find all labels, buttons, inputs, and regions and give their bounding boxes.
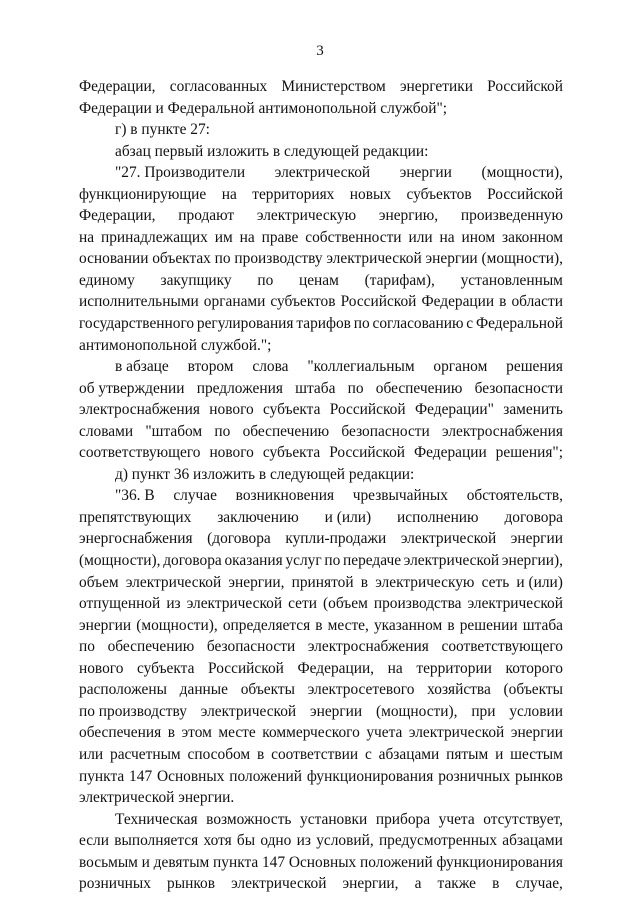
word: праве: [261, 228, 299, 246]
word: отсутствует,: [483, 810, 563, 828]
word: тарифов: [296, 315, 351, 333]
word: с: [364, 745, 372, 763]
word: месте: [218, 724, 256, 742]
word: электрической: [274, 164, 371, 182]
word: учета: [366, 724, 403, 742]
word: условии: [509, 702, 563, 720]
word: определяется: [222, 616, 311, 634]
word: 147: [261, 853, 286, 871]
word: и: [495, 745, 504, 763]
text-line: [79, 722, 563, 744]
word: производства: [373, 595, 462, 613]
word: субъекта: [262, 444, 321, 462]
text-line: [79, 636, 563, 658]
word: электрической: [326, 250, 422, 268]
word: соответствующего: [441, 638, 563, 656]
word: бы: [236, 832, 256, 850]
text-line: [79, 76, 563, 98]
word: случае,: [515, 875, 563, 893]
word: Российской: [340, 293, 417, 311]
word: рынков: [167, 875, 215, 893]
word: по: [214, 422, 231, 440]
word: заменить: [503, 401, 563, 419]
word: энергии),: [501, 552, 563, 570]
word: соответствии: [271, 745, 359, 763]
word: Техническая: [115, 810, 198, 828]
word: условий,: [316, 832, 374, 850]
text-line: [79, 615, 563, 637]
word: субъектов: [270, 293, 336, 311]
word: органом: [433, 358, 488, 376]
word: которого: [505, 659, 563, 677]
text-line: [79, 205, 563, 227]
word: положений: [360, 853, 433, 871]
text-line: [79, 227, 563, 249]
text-line: [79, 270, 563, 292]
word: в: [499, 293, 507, 311]
word: указанном: [373, 616, 443, 634]
word: энергии: [510, 530, 563, 548]
word: решения: [506, 358, 563, 376]
word: втором: [187, 358, 234, 376]
word: словами: [79, 422, 134, 440]
word: по производству: [79, 702, 187, 720]
text-line: [79, 550, 563, 572]
word: Российской: [329, 444, 406, 462]
word: нового: [79, 659, 124, 677]
word: (договора: [207, 530, 271, 548]
word: хотя: [203, 832, 232, 850]
word: Федерации": [414, 401, 494, 419]
word: шестым: [510, 745, 563, 763]
word: коммерческого: [262, 724, 360, 742]
word: пункта: [79, 767, 125, 785]
word: (объем: [323, 595, 368, 613]
word: ценам: [298, 271, 339, 289]
word: передаче: [343, 552, 402, 570]
word: этом: [181, 724, 212, 742]
word: электрической: [400, 530, 497, 548]
word: единому: [79, 271, 135, 289]
word: в: [447, 616, 455, 634]
word: электрической: [408, 724, 505, 742]
word: исполнению: [397, 508, 479, 526]
word: законном: [502, 228, 563, 246]
word: Федеральной: [475, 315, 563, 333]
word: Федерации: [414, 444, 487, 462]
word: основании: [79, 250, 149, 268]
word: области: [511, 293, 563, 311]
word: розничных: [79, 875, 151, 893]
word: обеспечению: [242, 422, 330, 440]
word: электрической: [186, 595, 283, 613]
word: сеть: [481, 573, 510, 591]
text-line: электрической энергии.: [79, 789, 235, 807]
word: согласованию: [372, 315, 464, 333]
word: договора: [504, 508, 563, 526]
word: в: [360, 573, 369, 591]
word: также: [437, 875, 477, 893]
word: установленным: [460, 271, 563, 289]
word: энергии: [425, 250, 478, 268]
word: на: [221, 185, 237, 203]
word: розничных: [438, 767, 511, 785]
word: территориях: [252, 185, 335, 203]
word: по: [214, 250, 231, 268]
word: нового: [209, 444, 254, 462]
word: в: [257, 745, 265, 763]
word: электрической: [200, 702, 297, 720]
word: "коллегиальным: [307, 358, 415, 376]
word: установки: [300, 810, 368, 828]
text-line: [79, 873, 563, 895]
word: энергии: [399, 164, 452, 182]
word: энергетики: [399, 78, 473, 95]
word: (мощности),: [481, 164, 563, 182]
word: им: [214, 228, 233, 246]
word: договора: [163, 552, 222, 570]
word: субъектов: [406, 185, 472, 203]
word: об утверждении: [79, 379, 185, 397]
word: по: [257, 271, 274, 289]
text-line: [79, 852, 563, 874]
word: продают: [178, 207, 235, 225]
word: прибора: [375, 810, 431, 828]
word: обеспечению: [375, 379, 463, 397]
word: на: [79, 228, 95, 246]
word: заключению: [217, 508, 299, 526]
word: электрическую: [375, 573, 475, 591]
word: Федерации,: [79, 78, 156, 95]
word: "36. В: [115, 487, 155, 505]
word: электроснабжения: [79, 401, 200, 419]
word: из: [296, 832, 311, 850]
word: расчетным: [110, 745, 181, 763]
word: обеспечения: [79, 724, 162, 742]
word: препятствующих: [79, 508, 192, 526]
word: Российской: [329, 401, 406, 419]
word: слова: [252, 358, 289, 376]
word: объем: [79, 573, 119, 591]
word: электрической: [231, 875, 327, 893]
word: при: [471, 702, 496, 720]
word: регулирования: [196, 315, 294, 333]
text-line: г) в пункте 27:: [115, 121, 210, 139]
word: исполнительными: [79, 293, 199, 311]
word: безопасности: [474, 379, 563, 397]
word: энергоснабжения: [79, 530, 193, 548]
word: девятым: [153, 853, 210, 871]
word: (мощности),: [79, 552, 161, 570]
word: (мощности),: [136, 616, 218, 634]
word: согласованных: [169, 78, 268, 95]
text-line: антимонопольной службой.";: [79, 336, 272, 354]
text-line: [79, 679, 563, 701]
word: оказания: [224, 552, 283, 570]
word: функционирования: [436, 853, 563, 871]
word: услуг: [285, 552, 322, 570]
word: сети: [288, 595, 317, 613]
word: рынков: [515, 767, 563, 785]
word: купли-продажи: [285, 530, 387, 548]
word: по: [324, 552, 341, 570]
word: (мощности),: [481, 250, 563, 268]
word: производству: [234, 250, 323, 268]
word: принятой: [291, 573, 354, 591]
word: хозяйства: [427, 681, 491, 699]
text-line: [79, 507, 563, 529]
word: в абзаце: [115, 358, 169, 376]
word: территории: [416, 659, 492, 677]
word: Основных: [288, 853, 357, 871]
word: пункта: [213, 853, 259, 871]
word: Федерации: [421, 293, 495, 311]
word: и: [141, 853, 150, 871]
word: объекты: [240, 681, 295, 699]
text-line: [79, 766, 563, 788]
word: и (или): [324, 508, 372, 526]
word: в: [167, 724, 176, 742]
word: случае: [173, 487, 217, 505]
word: энергию,: [378, 207, 439, 225]
word: закупщику: [160, 271, 232, 289]
word: на: [439, 228, 455, 246]
word: по: [347, 379, 364, 397]
word: (мощности),: [375, 702, 458, 720]
word: энергии: [79, 616, 132, 634]
word: положений: [229, 767, 302, 785]
word: и (или): [516, 573, 563, 591]
word: функционирования: [306, 767, 434, 785]
word: субъекта: [263, 401, 321, 419]
text-line: [79, 658, 563, 680]
word: в: [492, 875, 500, 893]
text-line: [79, 184, 563, 206]
word: месте,: [327, 616, 369, 634]
word: (объекты: [503, 681, 563, 699]
word: обеспечению: [107, 638, 195, 656]
word: энергии,: [342, 875, 399, 893]
word: штаба: [295, 379, 336, 397]
word: (тарифам),: [364, 271, 435, 289]
word: объектах: [152, 250, 211, 268]
text-line: [79, 830, 563, 852]
word: "штабом: [145, 422, 203, 440]
text-line: [79, 162, 563, 184]
word: электрическую: [256, 207, 357, 225]
text-line: [79, 356, 563, 378]
word: государственного: [79, 315, 195, 333]
word: предложения: [196, 379, 283, 397]
word: электрической: [467, 595, 563, 613]
word: на: [239, 228, 255, 246]
word: принадлежащих: [100, 228, 208, 246]
text-line: [79, 291, 563, 313]
word: Федерации,: [297, 659, 375, 677]
word: решения";: [495, 444, 563, 462]
word: возможность: [206, 810, 292, 828]
text-line: [79, 593, 563, 615]
word: электроснабжения: [307, 638, 429, 656]
word: способом: [187, 745, 251, 763]
word: если: [79, 832, 109, 850]
word: 147: [129, 767, 153, 785]
word: электрической: [125, 573, 222, 591]
word: а: [414, 875, 422, 893]
text-line: [79, 701, 563, 723]
word: на: [387, 659, 403, 677]
text-line: [79, 485, 563, 507]
word: соответствующего: [79, 444, 201, 462]
text-line: [79, 572, 563, 594]
page-number: 3: [316, 43, 324, 59]
text-line: [79, 248, 563, 270]
word: электрической: [403, 552, 500, 570]
word: Министерством: [281, 78, 386, 95]
word: субъекта: [137, 659, 195, 677]
word: возникновения: [235, 487, 335, 505]
text-line: [79, 399, 563, 421]
word: органами: [203, 293, 266, 311]
word: с: [466, 315, 474, 333]
text-line: [79, 313, 563, 335]
word: одно: [260, 832, 292, 850]
word: Российской: [487, 185, 563, 203]
word: электросетевого: [307, 681, 415, 699]
word: безопасности: [206, 638, 296, 656]
word: из: [166, 595, 181, 613]
word: произведенную: [460, 207, 563, 225]
word: абзацами: [502, 832, 563, 850]
word: нового: [209, 401, 254, 419]
word: энергии: [310, 702, 363, 720]
text-line: [79, 378, 563, 400]
text-line: [79, 809, 563, 831]
word: учета: [438, 810, 475, 828]
text-line: [79, 744, 563, 766]
word: по: [79, 638, 95, 656]
word: Основных: [157, 767, 225, 785]
text-line: абзац первый изложить в следующей редакции:: [115, 142, 429, 160]
word: энергии,: [228, 573, 285, 591]
word: ином: [461, 228, 496, 246]
word: штаба: [522, 616, 563, 634]
word: предусмотренных: [378, 832, 498, 850]
word: собственности: [305, 228, 402, 246]
word: данные: [179, 681, 228, 699]
word: обстоятельств,: [466, 487, 563, 505]
word: расположены: [79, 681, 167, 699]
word: решении: [459, 616, 518, 634]
word: по: [353, 315, 370, 333]
word: безопасности: [341, 422, 430, 440]
word: восьмым: [79, 853, 138, 871]
word: новых: [349, 185, 392, 203]
word: отпущенной: [79, 595, 161, 613]
word: "27. Производители: [115, 164, 246, 182]
word: или: [79, 745, 104, 763]
word: энергии: [510, 724, 563, 742]
text-line: д) пункт 36 изложить в следующей редакции:: [115, 465, 415, 483]
word: Российской: [208, 659, 284, 677]
text-line: [79, 421, 563, 443]
text-line: [79, 442, 563, 464]
word: Федерации,: [79, 207, 156, 225]
word: или: [408, 228, 433, 246]
word: выполняется: [114, 832, 199, 850]
word: Российской: [487, 78, 563, 95]
word: в: [315, 616, 323, 634]
text-line: Федерации и Федеральной антимонопольной службой";: [79, 99, 448, 117]
word: абзацами: [378, 745, 440, 763]
text-line: [79, 528, 563, 550]
word: чрезвычайных: [352, 487, 448, 505]
word: электроснабжения: [442, 422, 563, 440]
word: функционирующие: [79, 185, 207, 203]
word: пятым: [446, 745, 489, 763]
document-body: [79, 76, 563, 895]
